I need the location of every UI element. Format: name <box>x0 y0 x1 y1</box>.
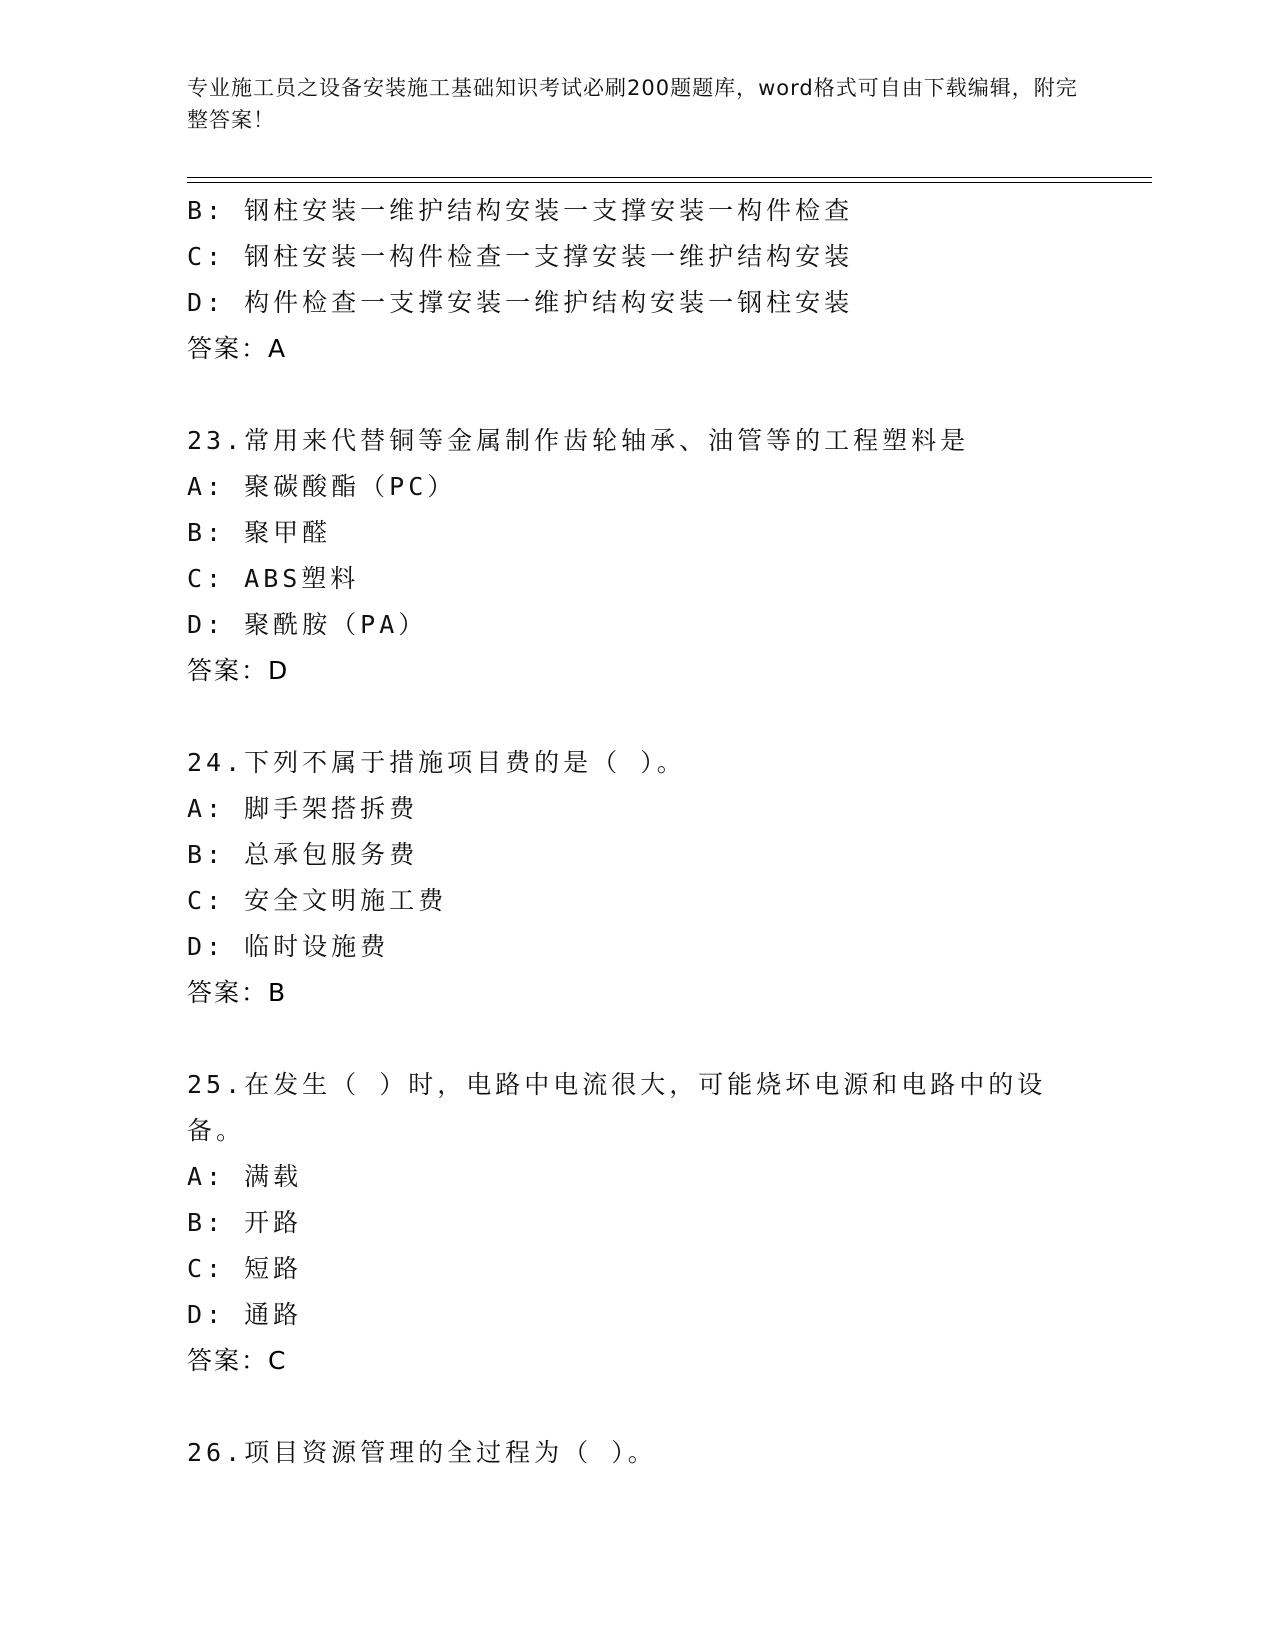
option-a: A: 聚碳酸酯（PC） <box>187 472 457 501</box>
option-d: D: 通路 <box>187 1300 303 1329</box>
answer: 答案：D <box>187 656 290 685</box>
option-d: D: 临时设施费 <box>187 932 390 961</box>
option-b: B: 钢柱安装一维护结构安装一支撑安装一构件检查 <box>187 196 854 225</box>
option-a: A: 满载 <box>187 1162 303 1191</box>
question-24 <box>187 740 1147 1016</box>
option-c: C: 安全文明施工费 <box>187 886 448 915</box>
option-c: C: 短路 <box>187 1254 303 1283</box>
answer: 答案：B <box>187 978 288 1007</box>
question-25 <box>187 1062 1147 1384</box>
option-b: B: 总承包服务费 <box>187 840 419 869</box>
header-rule-bottom <box>187 182 1152 183</box>
question-23 <box>187 418 1147 694</box>
document-title: 专业施工员之设备安装施工基础知识考试必刷200题题库，word格式可自由下载编辑，附完整答案！ <box>187 76 1078 132</box>
question-26 <box>187 1430 1147 1476</box>
option-a: A: 脚手架搭拆费 <box>187 794 419 823</box>
question-stem: 23.常用来代替铜等金属制作齿轮轴承、油管等的工程塑料是 <box>187 426 970 455</box>
option-b: B: 聚甲醛 <box>187 518 332 547</box>
question-stem: 24.下列不属于措施项目费的是（ ）。 <box>187 748 686 777</box>
question-22-carryover <box>187 188 1147 372</box>
option-c: C: 钢柱安装一构件检查一支撑安装一维护结构安装 <box>187 242 854 271</box>
option-c: C: ABS塑料 <box>187 564 360 593</box>
document-header <box>187 72 1087 136</box>
option-d: D: 构件检查一支撑安装一维护结构安装一钢柱安装 <box>187 288 854 317</box>
answer: 答案：C <box>187 1346 288 1375</box>
option-d: D: 聚酰胺（PA） <box>187 610 428 639</box>
question-stem: 25.在发生（ ）时，电路中电流很大，可能烧坏电源和电路中的设备。 <box>187 1070 1047 1145</box>
document-body <box>187 188 1147 1476</box>
answer: 答案：A <box>187 334 288 363</box>
option-b: B: 开路 <box>187 1208 303 1237</box>
question-stem: 26.项目资源管理的全过程为（ ）。 <box>187 1438 657 1467</box>
header-rule-top <box>187 177 1152 178</box>
